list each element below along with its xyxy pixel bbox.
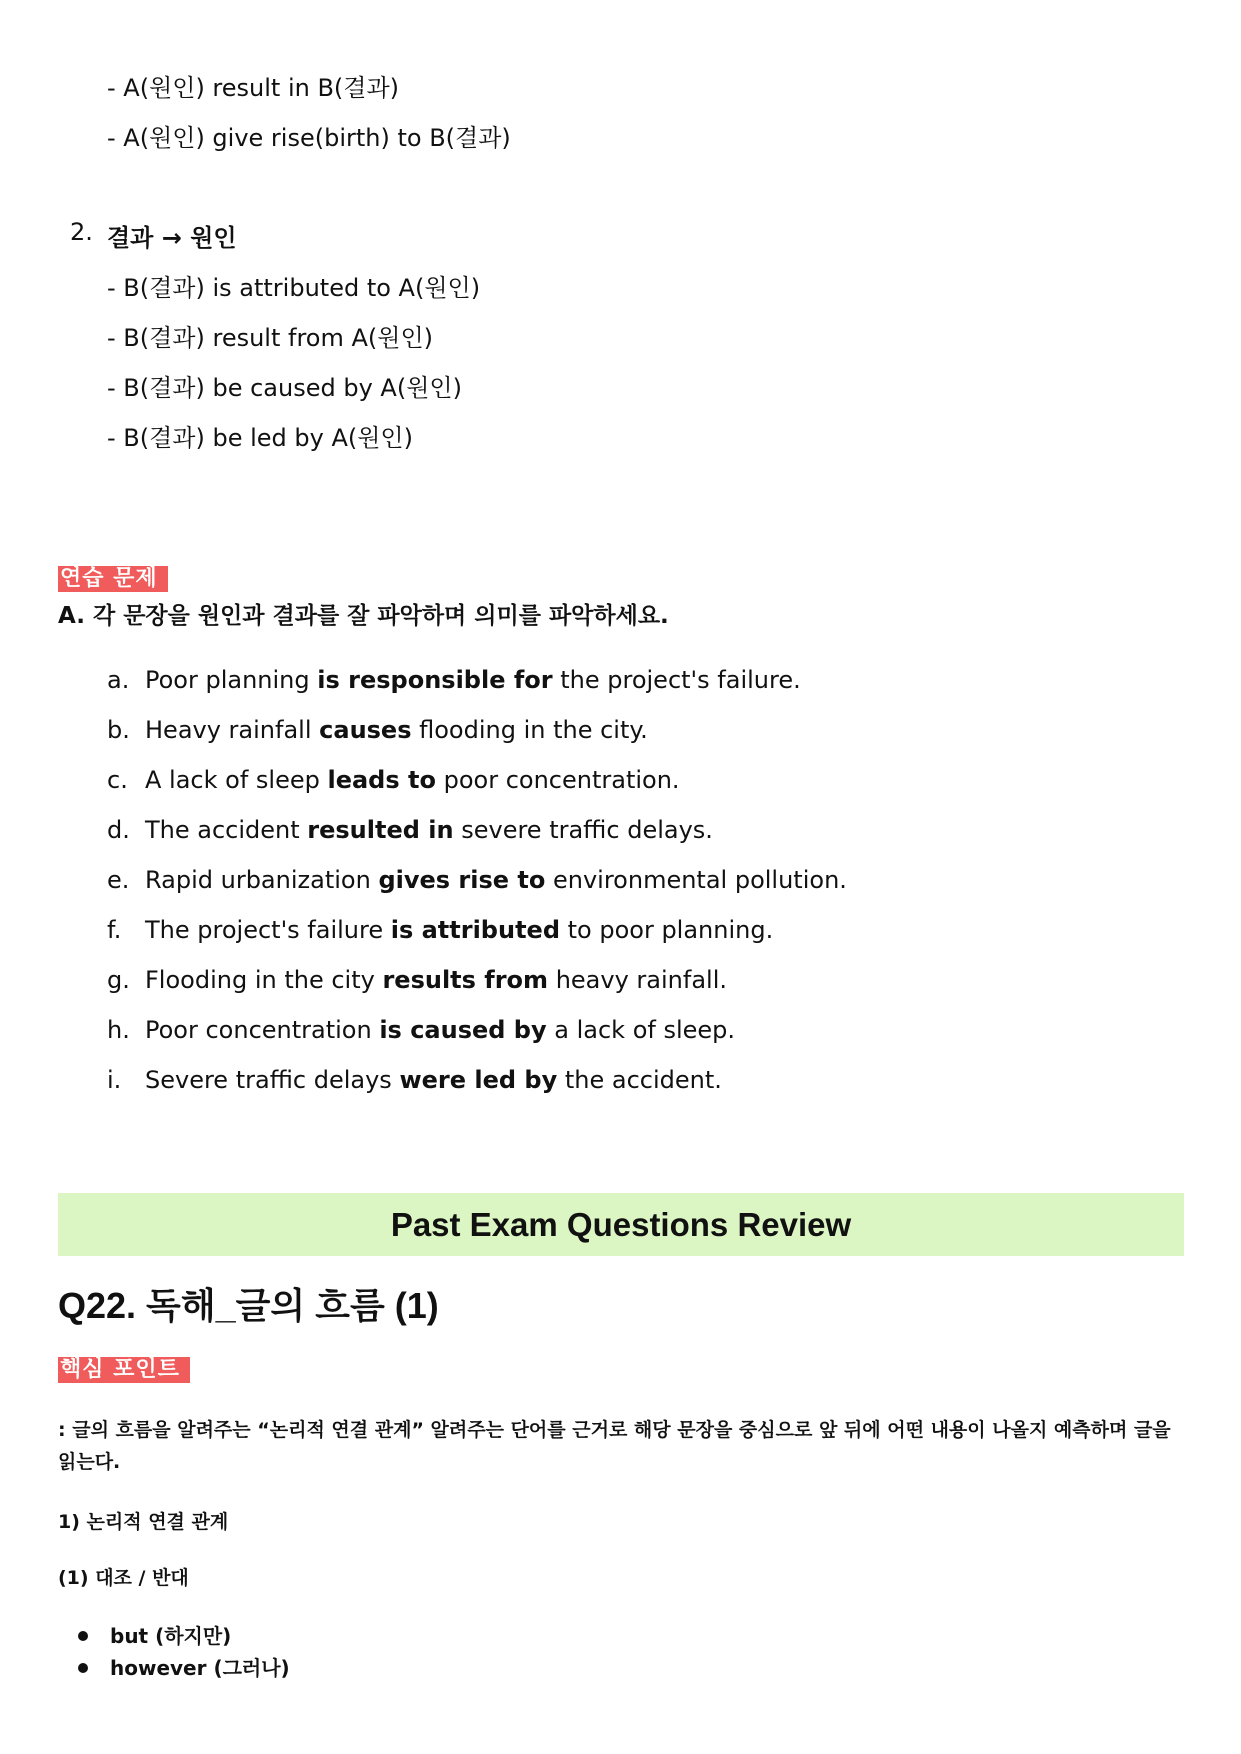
exercise-keyword: gives rise to <box>378 866 546 894</box>
exercise-text: a lack of sleep. <box>546 1016 736 1044</box>
exercise-text: the project's failure. <box>552 666 801 694</box>
exercise-label: i. <box>107 1066 122 1094</box>
question-description: : 글의 흐름을 알려주는 “논리적 연결 관계” 알려주는 단어를 근거로 해당 문장을 중심으로 앞 뒤에 어떤 내용이 나올지 예측하며 글을 읽는다. <box>58 1419 1171 1473</box>
exercise-keyword: leads to <box>327 766 436 794</box>
exercise-label: d. <box>107 816 130 844</box>
exercise-item <box>107 1016 735 1044</box>
exercise-keyword: is responsible for <box>317 666 553 694</box>
key-point-tag <box>58 1357 190 1383</box>
exercise-item <box>107 716 648 744</box>
exercise-label: c. <box>107 766 128 794</box>
bullet-text: however (그러나) <box>110 1656 290 1680</box>
practice-tag <box>58 566 168 592</box>
exercise-text: The accident <box>145 816 308 844</box>
exercise-keyword: resulted in <box>307 816 454 844</box>
exercise-keyword: is attributed <box>390 916 560 944</box>
practice-tag-label: 연습 문제 <box>58 566 168 592</box>
section2-number: 2. <box>70 218 93 246</box>
exercise-text: environmental pollution. <box>545 866 847 894</box>
subheading-logical-connection: 1) 논리적 연결 관계 <box>58 1511 229 1533</box>
practice-instruction: A. 각 문장을 원인과 결과를 잘 파악하며 의미를 파악하세요. <box>58 603 669 629</box>
exercise-text: A lack of sleep <box>145 766 328 794</box>
effect-cause-item: - B(결과) result from A(원인) <box>107 324 433 352</box>
effect-cause-item: - B(결과) is attributed to A(원인) <box>107 274 481 302</box>
exercise-keyword: were led by <box>399 1066 558 1094</box>
exercise-text: to poor planning. <box>560 916 774 944</box>
exercise-item <box>107 816 713 844</box>
exercise-keyword: results from <box>382 966 549 994</box>
exercise-text: severe traffic delays. <box>453 816 713 844</box>
exercise-item <box>107 866 847 894</box>
subheading-contrast: (1) 대조 / 반대 <box>58 1567 189 1589</box>
cause-effect-item: - A(원인) give rise(birth) to B(결과) <box>107 124 511 152</box>
effect-cause-item: - B(결과) be led by A(원인) <box>107 424 413 452</box>
exercise-text: heavy rainfall. <box>548 966 727 994</box>
exercise-label: e. <box>107 866 130 894</box>
question-title: Q22. 독해_글의 흐름 (1) <box>58 1285 439 1326</box>
bullet-item <box>78 1620 231 1649</box>
exercise-label: h. <box>107 1016 130 1044</box>
exercise-item <box>107 966 727 994</box>
exercise-text: Rapid urbanization <box>145 866 379 894</box>
exercise-item <box>107 766 680 794</box>
exercise-item <box>107 1066 722 1094</box>
exercise-text: Severe traffic delays <box>145 1066 400 1094</box>
exercise-text: Flooding in the city <box>145 966 383 994</box>
section2-title: 결과 → 원인 <box>107 224 237 252</box>
exercise-text: Poor concentration <box>145 1016 380 1044</box>
bullet-icon <box>78 1631 88 1641</box>
exercise-text: The project's failure <box>145 916 391 944</box>
exercise-text: the accident. <box>557 1066 722 1094</box>
exercise-keyword: causes <box>319 716 412 744</box>
effect-cause-item: - B(결과) be caused by A(원인) <box>107 374 462 402</box>
exercise-label: f. <box>107 916 122 944</box>
exercise-keyword: is caused by <box>379 1016 547 1044</box>
key-point-tag-label: 핵심 포인트 <box>58 1357 190 1383</box>
exercise-item <box>107 666 801 694</box>
bullet-item <box>78 1652 290 1681</box>
exercise-text: flooding in the city. <box>411 716 648 744</box>
exercise-label: a. <box>107 666 130 694</box>
exercise-item <box>107 916 773 944</box>
bullet-icon <box>78 1663 88 1673</box>
exercise-text: Poor planning <box>145 666 318 694</box>
exercise-text: Heavy rainfall <box>145 716 320 744</box>
bullet-text: but (하지만) <box>110 1624 232 1648</box>
exercise-label: b. <box>107 716 130 744</box>
exercise-text: poor concentration. <box>435 766 680 794</box>
cause-effect-item: - A(원인) result in B(결과) <box>107 74 400 102</box>
past-exam-banner <box>58 1193 1184 1256</box>
banner-title: Past Exam Questions Review <box>390 1205 852 1243</box>
exercise-label: g. <box>107 966 130 994</box>
